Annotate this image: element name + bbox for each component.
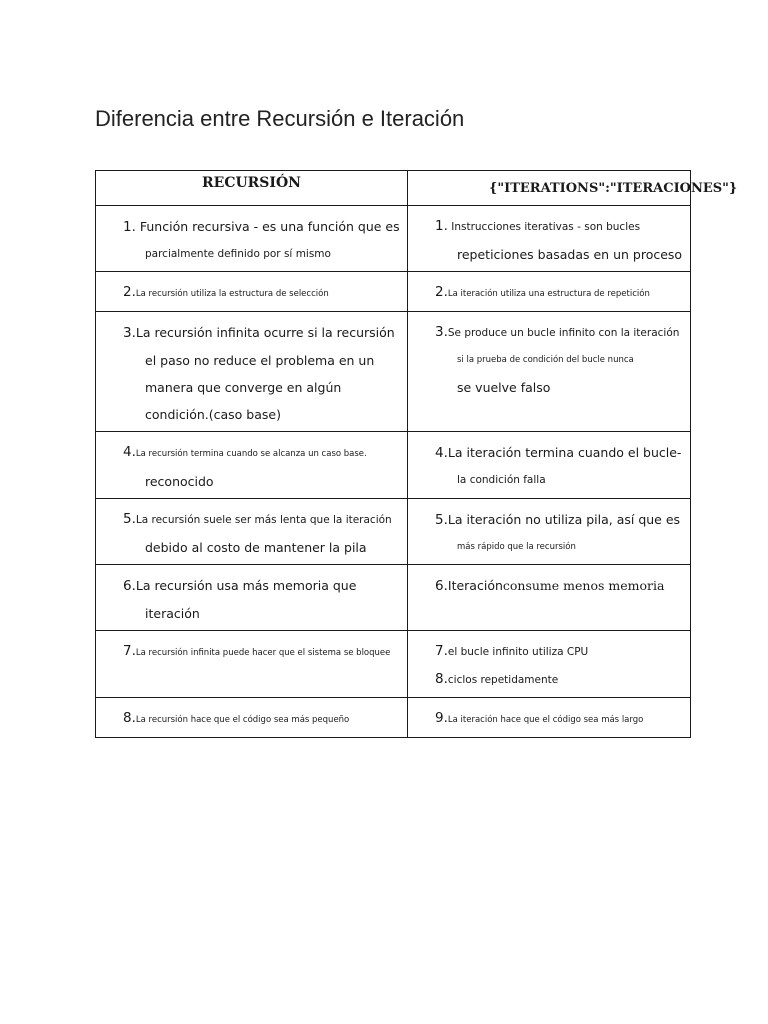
cell-line: 1. Instrucciones iterativas - son bucles xyxy=(435,218,641,234)
iteration-cell xyxy=(408,312,691,432)
cell-line: 1. Función recursiva - es una función que es xyxy=(123,219,400,235)
cell-line: si la prueba de condición del bucle nunca xyxy=(457,355,634,365)
cell-line: se vuelve falso xyxy=(457,380,551,395)
table-header-row xyxy=(96,171,691,206)
iteration-cell xyxy=(408,206,691,272)
iteration-cell xyxy=(408,499,691,565)
page-title: Diferencia entre Recursión e Iteración xyxy=(95,106,465,131)
cell-line: 6.Iteraciónconsume menos memoria xyxy=(435,578,665,594)
recursion-cell xyxy=(96,698,408,738)
table-row xyxy=(96,499,691,565)
comparison-table xyxy=(95,170,738,738)
recursion-cell xyxy=(96,565,408,631)
cell-line: 2.La iteración utiliza una estructura de repetición xyxy=(435,284,650,300)
cell-line: condición.(caso base) xyxy=(145,407,281,422)
table-row xyxy=(96,272,691,312)
cell-line: el paso no reduce el problema en un xyxy=(145,353,375,368)
cell-line: 7.el bucle infinito utiliza CPU xyxy=(435,643,589,659)
recursion-cell xyxy=(96,312,408,432)
header-iteration-label: {"ITERATIONS":"ITERACIONES"} xyxy=(489,181,738,196)
table-row xyxy=(96,206,691,272)
iteration-cell xyxy=(408,698,691,738)
table-row xyxy=(96,312,691,432)
cell-line: reconocido xyxy=(145,474,214,489)
iteration-cell xyxy=(408,432,691,499)
recursion-cell xyxy=(96,206,408,272)
cell-line: 8.ciclos repetidamente xyxy=(435,671,559,687)
iteration-cell xyxy=(408,631,691,698)
header-recursion: RECURSIÓN xyxy=(96,171,408,206)
iteration-cell xyxy=(408,565,691,631)
cell-line: 5.La recursión suele ser más lenta que la iteración xyxy=(123,511,392,527)
cell-line: 6.La recursión usa más memoria que xyxy=(123,578,357,594)
cell-line: 3.Se produce un bucle infinito con la iteración xyxy=(435,324,680,340)
table-row xyxy=(96,565,691,631)
cell-line: 8.La recursión hace que el código sea más pequeño xyxy=(123,710,350,726)
cell-line: iteración xyxy=(145,606,200,621)
cell-line: más rápido que la recursión xyxy=(457,542,576,552)
cell-line: 3.La recursión infinita ocurre si la recursión xyxy=(123,325,395,341)
header-iteration xyxy=(408,171,738,206)
recursion-cell xyxy=(96,432,408,499)
recursion-cell xyxy=(96,631,408,698)
cell-line: 9.La iteración hace que el código sea más largo xyxy=(435,710,644,726)
recursion-cell xyxy=(96,272,408,312)
table-row xyxy=(96,698,691,738)
iteration-cell xyxy=(408,272,691,312)
table-row xyxy=(96,631,691,698)
recursion-cell xyxy=(96,499,408,565)
table-row xyxy=(96,432,691,499)
cell-line: la condición falla xyxy=(457,474,546,486)
cell-line: 5.La iteración no utiliza pila, así que es xyxy=(435,512,681,528)
cell-line: 4.La iteración termina cuando el bucle- xyxy=(435,445,682,461)
cell-line: repeticiones basadas en un proceso xyxy=(457,247,683,262)
cell-line: 2.La recursión utiliza la estructura de selección xyxy=(123,284,329,300)
cell-line: 7.La recursión infinita puede hacer que el sistema se bloquee xyxy=(123,643,391,659)
cell-line: manera que converge en algún xyxy=(145,380,342,395)
cell-line: parcialmente definido por sí mismo xyxy=(145,248,331,260)
cell-line: 4.La recursión termina cuando se alcanza un caso base. xyxy=(123,444,367,460)
cell-line: debido al costo de mantener la pila xyxy=(145,540,367,555)
